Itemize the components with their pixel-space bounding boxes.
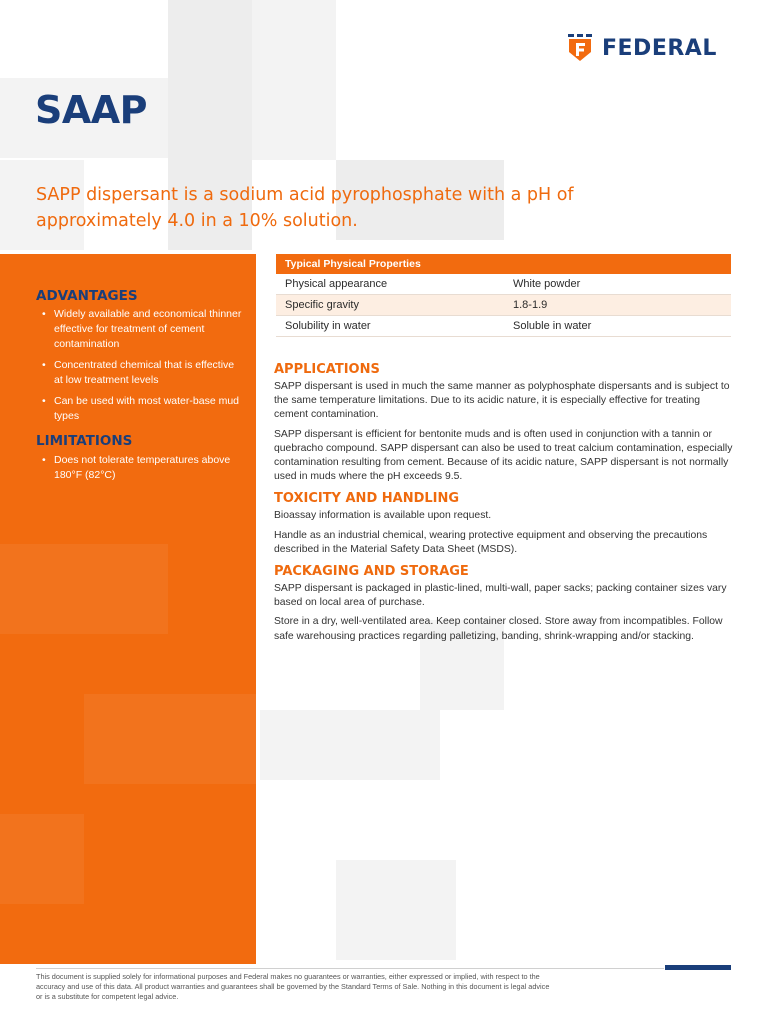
disclaimer-text: This document is supplied solely for informational purposes and Federal makes no guarantees or warranties, either expressed or implied, with respect to the accuracy and use of this data. All product warranties and guarantees shall be governed by the Standard Terms of Sale. Nothing in this document is legal advice or is a substitute for competent legal advice. (36, 972, 550, 1001)
bg-tile (260, 710, 440, 780)
paragraph: Store in a dry, well-ventilated area. Keep container closed. Store away from incompatibles. Follow safe warehousing practices regarding palletizing, banding, shrink-wrapping and/or stacking. (274, 616, 723, 642)
panel-block (0, 814, 84, 904)
bg-tile (336, 860, 456, 960)
bg-tile (252, 0, 336, 160)
main-content (274, 362, 734, 651)
paragraph: Bioassay information is available upon request. (274, 510, 492, 522)
page-title: SAAP (35, 88, 148, 132)
panel-block (84, 694, 256, 784)
limitations-heading: LIMITATIONS (36, 433, 133, 449)
paragraph: SAPP dispersant is packaged in plastic-lined, multi-wall, paper sacks; packing container sizes vary based on local area of purchase. (274, 583, 727, 609)
section-heading: APPLICATIONS (274, 362, 380, 377)
paragraph: Handle as an industrial chemical, wearing protective equipment and observing the precautions described in the Material Safety Data Sheet (MSDS). (274, 529, 708, 555)
applications-section (274, 362, 734, 484)
footer-divider (36, 968, 664, 969)
section-heading: PACKAGING AND STORAGE (274, 564, 469, 580)
table-row: Solubility in water Soluble in water (276, 316, 731, 337)
list-item: • Concentrated chemical that is effective at low treatment levels (42, 359, 235, 386)
brand-name: FEDERAL (602, 35, 717, 61)
intro-text: SAPP dispersant is a sodium acid pyrophosphate with a pH of approximately 4.0 in a 10% solution. (36, 185, 574, 231)
federal-logo (566, 33, 717, 63)
properties-table (276, 254, 731, 337)
section-heading: TOXICITY AND HANDLING (274, 491, 460, 507)
list-item: • Does not tolerate temperatures above 180°F (82°C) (42, 454, 231, 481)
list-item: • Can be used with most water-base mud types (42, 395, 240, 422)
advantages-heading: ADVANTAGES (36, 288, 138, 304)
table-row: Specific gravity 1.8-1.9 (276, 295, 731, 316)
toxicity-section (274, 491, 734, 557)
shield-icon (566, 33, 594, 63)
limitations-list (42, 453, 242, 489)
paragraph: SAPP dispersant is efficient for bentonite muds and is often used in conjunction with a tannin or quebracho compound. SAPP dispersant can also be used to treat calcium contamination, especially contamination resulting from cement. Because of its acidic nature, SAPP dispersant is not normally used in muds where the pH exceeds 9.5. (274, 428, 733, 483)
table-header: Typical Physical Properties (276, 254, 731, 274)
paragraph: SAPP dispersant is used in much the same manner as polyphosphate dispersants and is subject to the same temperature limitations. Due to its acidic nature, it is especially effective for treating cement contamination. (274, 381, 730, 421)
advantages-list (42, 307, 242, 430)
panel-block (0, 544, 168, 634)
sidebar-panel (0, 254, 256, 964)
footer-accent-bar (665, 965, 731, 970)
list-item: • Widely available and economical thinner effective for treatment of cement contamination (42, 308, 242, 350)
packaging-section (274, 564, 734, 644)
table-row: Physical appearance White powder (276, 274, 731, 295)
